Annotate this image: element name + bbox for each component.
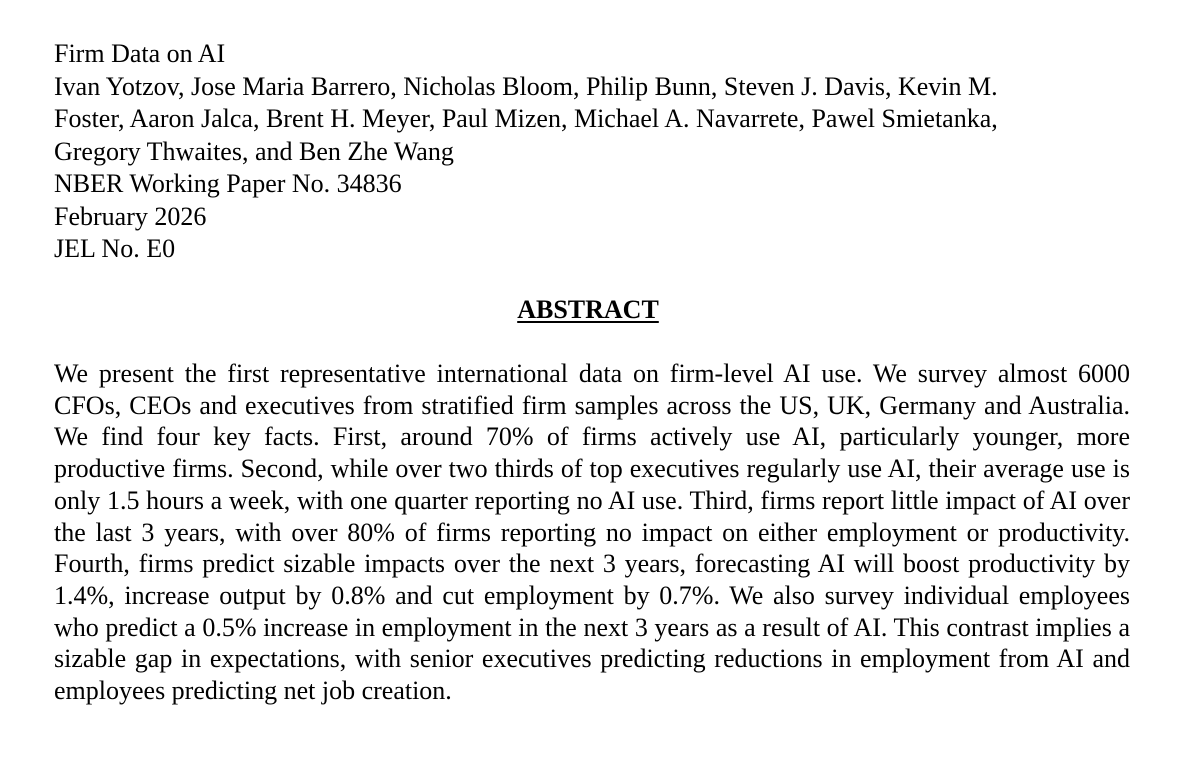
abstract-body: We present the first representative international data on firm-level AI use. We survey almost 6000 CFOs, CEOs and executives from stratified firm samples across the US, UK, Germany and Australia. We find four key facts. First, around 70% of firms actively use AI, particularly younger, more productive firms. Second, while over two thirds of top executives regularly use AI, their average use is only 1.5 hours a week, with one quarter reporting no AI use. Third, firms report little impact of AI over the last 3 years, with over 80% of firms reporting no impact on either employment or productivity. Fourth, firms predict sizable impacts over the next 3 years, forecasting AI will boost productivity by 1.4%, increase output by 0.8% and cut employment by 0.7%. We also survey individual employees who predict a 0.5% increase in employment in the next 3 years as a result of AI. This contrast implies a sizable gap in expectations, with senior executives predicting reductions in employment from AI and employees predicting net job creation. <box>54 359 1130 706</box>
authors-line-2: Foster, Aaron Jalca, Brent H. Meyer, Paul Mizen, Michael A. Navarrete, Pawel Smietanka, <box>54 104 998 133</box>
jel-classification: JEL No. E0 <box>54 234 176 263</box>
paper-header <box>54 38 1144 266</box>
authors-line-3: Gregory Thwaites, and Ben Zhe Wang <box>54 136 454 166</box>
abstract-heading-wrap <box>0 294 1200 326</box>
abstract-heading: ABSTRACT <box>517 295 659 324</box>
publication-date: February 2026 <box>54 201 207 231</box>
authors-line-1: Ivan Yotzov, Jose Maria Barrero, Nicholas Bloom, Philip Bunn, Steven J. Davis, Kevin M. <box>54 71 998 101</box>
working-paper-series: NBER Working Paper No. 34836 <box>54 169 402 198</box>
paper-title: Firm Data on AI <box>54 39 226 68</box>
